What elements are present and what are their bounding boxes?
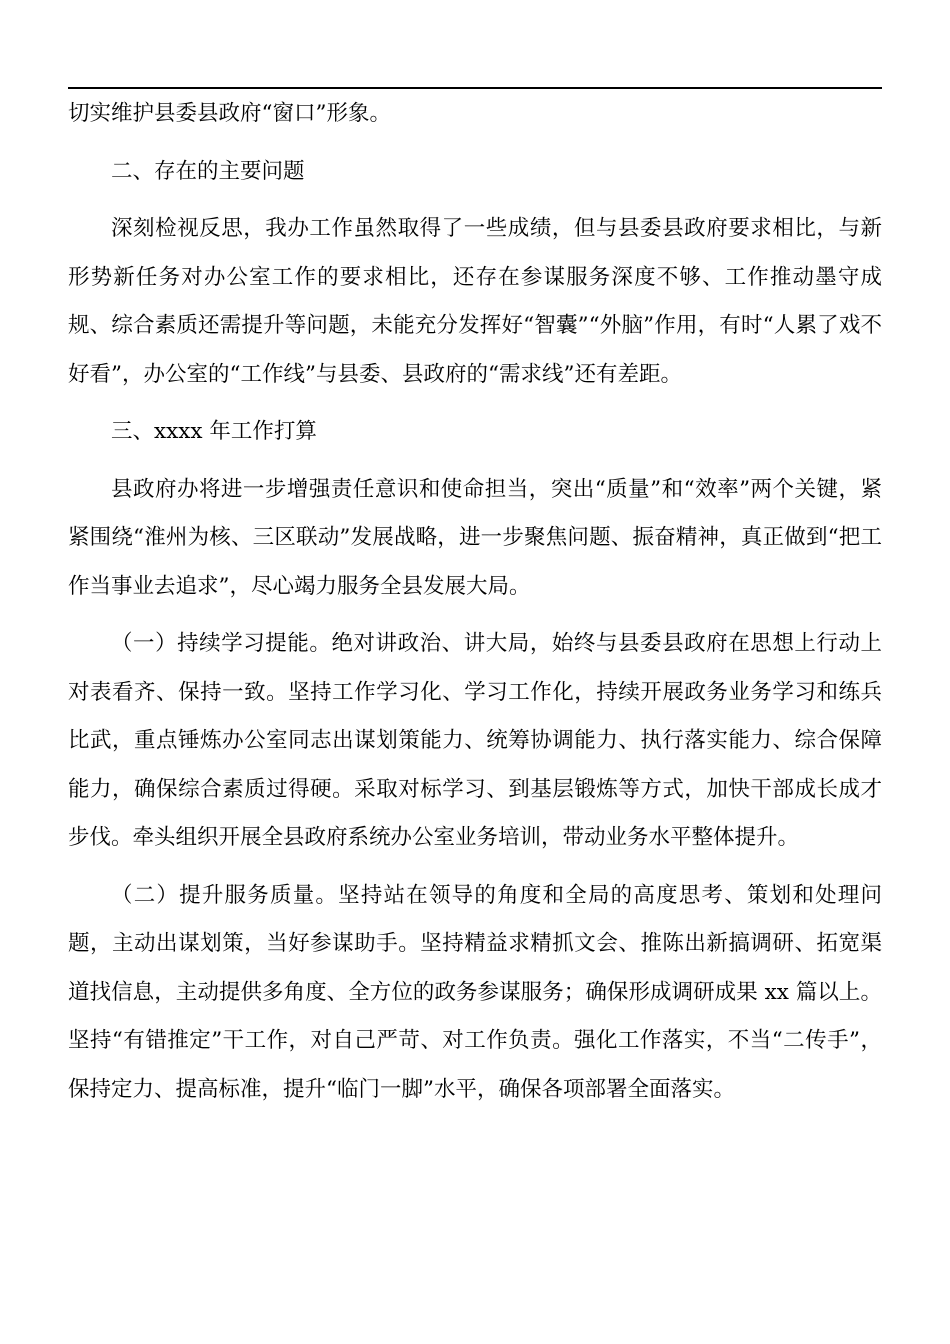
paragraph-plans-intro: 县政府办将进一步增强责任意识和使命担当，突出“质量”和“效率”两个关键，紧紧围绕“淮州为核、三区联动”发展战略，进一步聚焦问题、振奋精神，真正做到“把工作当事业去追求”，尽心竭力服务全县发展大局。	[68, 476, 882, 599]
paragraph-problems: 深刻检视反思，我办工作虽然取得了一些成绩，但与县委县政府要求相比，与新形势新任务对办公室工作的要求相比，还存在参谋服务深度不够、工作推动墨守成规、综合素质还需提升等问题，未能充分发挥好“智囊”“外脑”作用，有时“人累了戏不好看”，办公室的“工作线”与县委、县政府的“需求线”还有差距。	[68, 216, 882, 387]
section-heading-plans: 三、xxxx 年工作打算	[111, 419, 317, 444]
section-heading-problems: 二、存在的主要问题	[111, 158, 305, 184]
paragraph-continuation: 切实维护县委县政府“窗口”形象。	[68, 101, 391, 126]
paragraph-plan-two: （二）提升服务质量。坚持站在领导的角度和全局的高度思考、策划和处理问题，主动出谋划策，当好参谋助手。坚持精益求精抓文会、推陈出新搞调研、拓宽渠道找信息，主动提供多角度、全方位的政务参谋服务；确保形成调研成果 xx 篇以上。坚持“有错推定”干工作，对自己严苛、对工作负责。强化工作落实，不当“二传手”，保持定力、提高标准，提升“临门一脚”水平，确保各项部署全面落实。	[68, 882, 882, 1102]
document-body	[68, 90, 882, 1114]
header-rule	[68, 87, 882, 89]
paragraph-plan-one: （一）持续学习提能。绝对讲政治、讲大局，始终与县委县政府在思想上行动上对表看齐、保持一致。坚持工作学习化、学习工作化，持续开展政务业务学习和练兵比武，重点锤炼办公室同志出谋划策能力、统筹协调能力、执行落实能力、综合保障能力，确保综合素质过得硬。采取对标学习、到基层锻炼等方式，加快干部成长成才步伐。牵头组织开展全县政府系统办公室业务培训，带动业务水平整体提升。	[68, 631, 882, 850]
